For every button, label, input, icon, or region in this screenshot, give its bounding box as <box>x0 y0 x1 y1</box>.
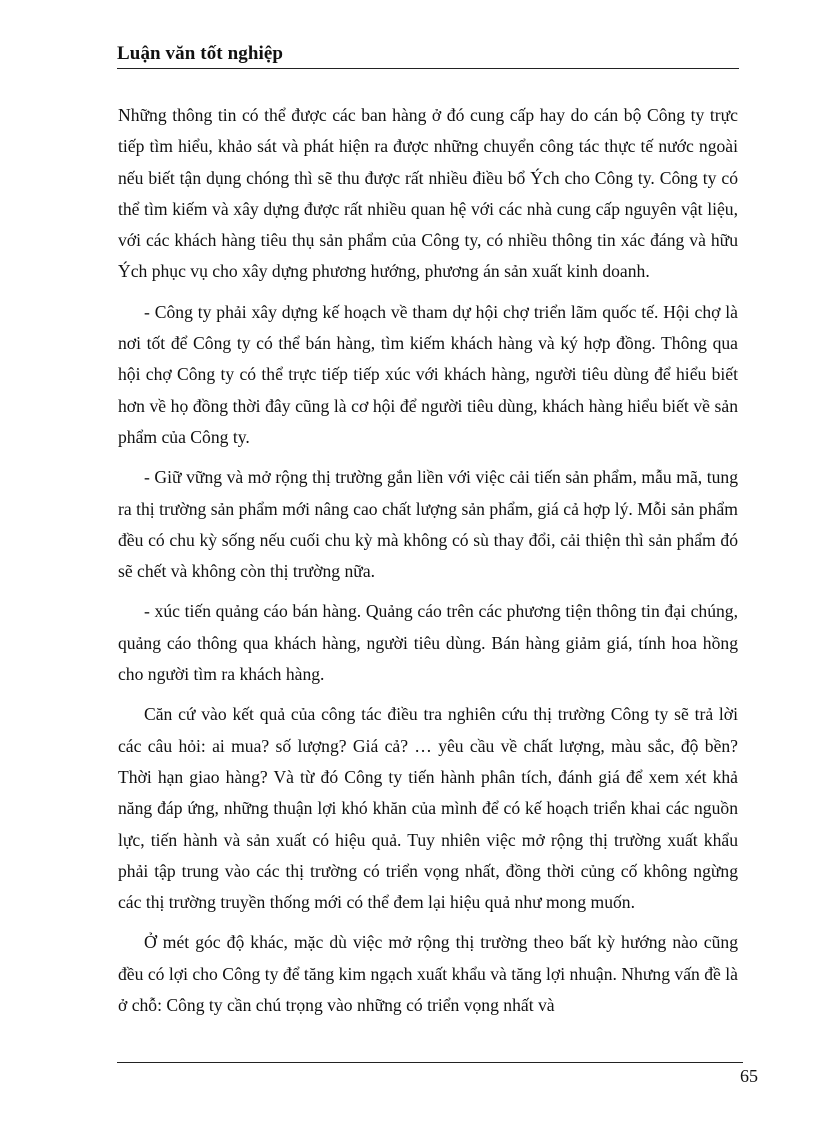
paragraph-5: Căn cứ vào kết quả của công tác điều tra nghiên cứu thị trường Công ty sẽ trả lời các câu hỏi: ai mua? số lượng? Giá cả? … yêu cầu về chất lượng, màu sắc, độ bền? Thời hạn giao hàng? Và từ đó Công ty tiến hành phân tích, đánh giá để xem xét khả năng đáp ứng, những thuận lợi khó khăn của mình để có kế hoạch triển khai các nguồn lực, tiến hành và sản xuất có hiệu quả. Tuy nhiên việc mở rộng thị trường xuất khẩu phải tập trung vào các thị trường có triển vọng nhất, đồng thời củng cố không ngừng các thị trường truyền thống mới có thể đem lại hiệu quả như mong muốn. <box>118 704 738 913</box>
paragraph-3: - Giữ vững và mở rộng thị trường gắn liền với việc cải tiến sản phẩm, mẫu mã, tung ra thị trường sản phẩm mới nâng cao chất lượng sản phẩm, giá cả hợp lý. Mỗi sản phẩm đều có chu kỳ sống nếu cuối chu kỳ mà không có sù thay đổi, cải thiện thì sản phẩm đó sẽ chết và không còn thị trường nữa. <box>118 467 738 582</box>
page-number: 65 <box>740 1066 758 1086</box>
paragraph-1: Những thông tin có thể được các ban hàng ở đó cung cấp hay do cán bộ Công ty trực tiếp tìm hiểu, khảo sát và phát hiện ra được những chuyển công tác thực tế nước ngoài nếu biết tận dụng chóng thì sẽ thu được rất nhiều điều bổ Ých cho Công ty. Công ty có thể tìm kiếm và xây dựng được rất nhiều quan hệ với các nhà cung cấp nguyên vật liệu, với các khách hàng tiêu thụ sản phẩm của Công ty, có nhiều thông tin xác đáng và hữu Ých phục vụ cho xây dựng phương hướng, phương án sản xuất kinh doanh. <box>118 105 738 282</box>
paragraph-6: Ở mét góc độ khác, mặc dù việc mở rộng thị trường theo bất kỳ hướng nào cũng đều có lợi cho Công ty để tăng kim ngạch xuất khẩu và tăng lợi nhuận. Nhưng vấn đề là ở chỗ: Công ty cần chú trọng vào những có triển vọng nhất và <box>118 932 738 1016</box>
paragraph-4: - xúc tiến quảng cáo bán hàng. Quảng cáo trên các phương tiện thông tin đại chúng, quảng cáo thông qua khách hàng, người tiêu dùng. Bán hàng giảm giá, tính hoa hồng cho người tìm ra khách hàng. <box>118 601 738 685</box>
page-header <box>117 42 739 69</box>
header-title: Luận văn tốt nghiệp <box>117 43 284 64</box>
document-body <box>118 100 738 1021</box>
footer-divider <box>117 1062 743 1063</box>
paragraph-2: - Công ty phải xây dựng kế hoạch về tham dự hội chợ triển lãm quốc tế. Hội chợ là nơi tốt để Công ty có thể bán hàng, tìm kiếm khách hàng và ký hợp đồng. Thông qua hội chợ Công ty có thể trực tiếp tiếp xúc với khách hàng, người tiêu dùng để hiểu biết hơn về họ đồng thời đây cũng là cơ hội để người tiêu dùng, khách hàng hiểu biết về sản phẩm của Công ty. <box>118 301 738 447</box>
